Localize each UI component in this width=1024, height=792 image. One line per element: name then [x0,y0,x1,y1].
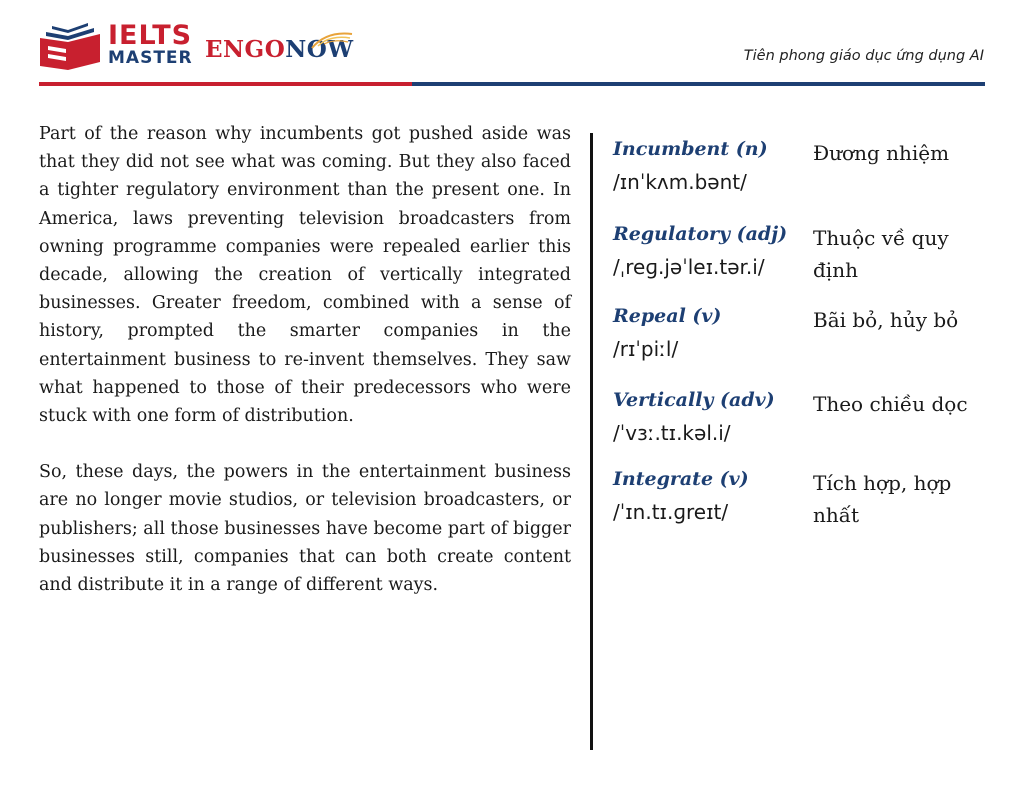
tagline: Tiên phong giáo dục ứng dụng AI [743,48,984,64]
engonow-logo-now: NOW [285,36,354,63]
header-rule-blue [412,82,985,86]
vocab-entry [613,300,985,384]
vocab-entry [613,133,985,218]
page-header [0,0,1024,90]
vocab-word: Vertically (adv) [613,389,775,411]
brand-master-text: MASTER [108,48,193,68]
vocab-ipa: /ˈvɜː.tɪ.kəl.i/ [613,421,731,445]
vocab-entry [613,463,985,543]
ielts-master-logo-icon [38,20,104,72]
vocab-entry [613,384,985,463]
vocab-word: Repeal (v) [613,305,722,327]
vocab-meaning: Theo chiều dọc [813,392,968,416]
header-rule-red [39,82,412,86]
vocab-meaning: Đương nhiệm [813,141,950,165]
vocab-meaning: Tích hợp, hợp nhất [813,471,952,527]
flame-swoosh-icon [310,28,354,50]
brand-ielts-text: IELTS [108,20,193,51]
vocab-ipa: /ˌreɡ.jəˈleɪ.tər.i/ [613,255,765,279]
passage-paragraph: Part of the reason why incumbents got pushed aside was that they did not see what was coming. But they also faced a tighter regulatory environment than the present one. In America, laws preventing television broadcasters from owning programme companies were repealed earlier this decade, allowing the creation of vertically integrated businesses. Greater freedom, combined with a sense of history, prompted the smarter companies in the entertainment business to re-invent themselves. They saw what happened to those of their predecessors who were stuck with one form of distribution. [39,124,571,427]
reading-passage [39,120,571,627]
vocabulary-list [613,133,985,543]
vocab-word: Integrate (v) [613,468,749,490]
vocab-meaning: Thuộc về quy định [813,226,949,282]
vocab-entry [613,218,985,300]
passage-paragraph: So, these days, the powers in the entertainment business are no longer movie studios, or television broadcasters, or publishers; all those businesses have become part of bigger businesses still, companies that can both create content and distribute it in a range of different ways. [39,462,571,596]
vocab-ipa: /ˈɪn.tɪ.ɡreɪt/ [613,500,729,524]
vocab-ipa: /rɪˈpiːl/ [613,337,679,361]
vocab-meaning: Bãi bỏ, hủy bỏ [813,308,959,332]
vocab-word: Regulatory (adj) [613,223,788,245]
engonow-logo-engo: ENGO [205,36,286,63]
vocab-word: Incumbent (n) [613,138,768,160]
vocab-ipa: /ɪnˈkʌm.bənt/ [613,170,747,194]
column-divider [590,133,593,750]
